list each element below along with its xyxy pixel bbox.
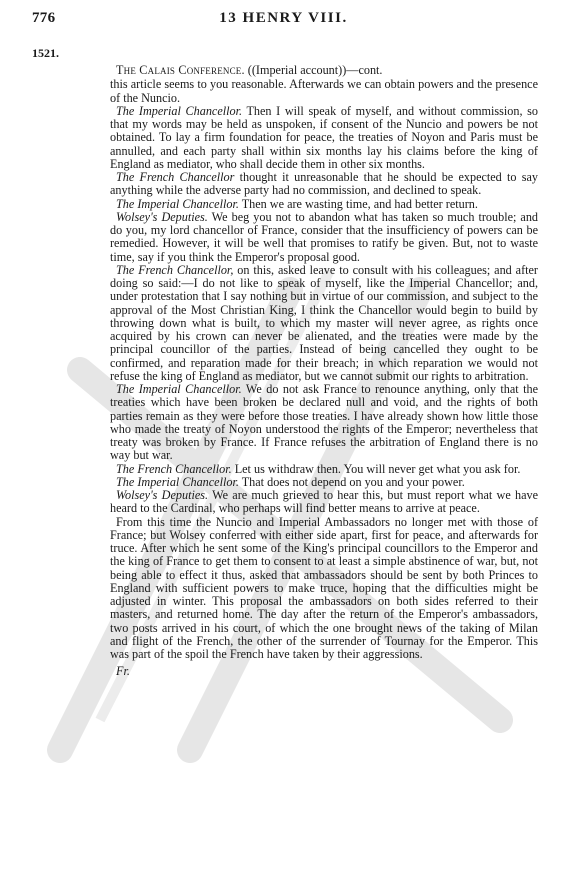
- speaker-name: Wolsey's Deputies.: [116, 209, 208, 224]
- speaker-name: The French Chancellor: [116, 170, 235, 184]
- paragraph: [110, 264, 538, 383]
- paragraph: [110, 489, 538, 516]
- paragraph-text: We do not ask France to renounce anything, only that the treaties which have been broken be declared null and void, and the rights of both parties remain as they were before those treaties. I have already shown how little those who made the treaty of Noyon understood the rights of the Emperor; nevertheless that treaty was broken by France. If France refuses the arbitration of England there is no way but war.: [110, 382, 538, 463]
- paragraph-text: That does not depend on you and your power.: [238, 474, 465, 489]
- paragraph: [110, 105, 538, 171]
- paragraph-text: We beg you not to abandon what has taken so much trouble; and do you, my lord chancellor of France, consider that the insufficiency of powers can be remedied. However, it will be well that promises to ratify be given. But, not to waste time, say if you think the Emperor's proposal good.: [110, 209, 539, 264]
- speaker-name: Wolsey's Deputies.: [116, 488, 209, 502]
- paragraph: [110, 78, 538, 105]
- paragraph-text: Then we are wasting time, and had better return.: [238, 196, 478, 211]
- speaker-name: The French Chancellor.: [116, 461, 232, 476]
- paragraph-text: thought it unreasonable that he should be expected to say anything while the adverse party had no commission, and declined to speak.: [110, 170, 538, 198]
- speaker-name: The Imperial Chancellor.: [116, 474, 239, 489]
- paragraph: [110, 171, 538, 198]
- paragraph-text: on this, asked leave to consult with his colleagues; and after doing so said:—I do not like to speak of myself, like the Imperial Chancellor; and, under protestation that I say nothing but in virtue of our commission, and subject to the approval of the Most Christian King, I think the Chancellor would begin to build by throwing down what is built, to which my master will never agree, as rights once acquired by his crown can never be alienated, and the treaties were made by the principal councillor of the parties. Instead of being cancelled they ought to be confirmed, and reparation made for their breach; in which reparation we would not refuse the king of England as mediator, but we cannot submit our rights to arbitration.: [110, 262, 538, 383]
- section-title-main: The Calais Conference.: [116, 63, 245, 77]
- paragraph-text: this article seems to you reasonable. Afterwards we can obtain powers and the presence of the Nuncio.: [110, 77, 538, 105]
- running-title: 13 HENRY VIII.: [219, 10, 348, 26]
- paragraph-text: We are much grieved to hear this, but must report what we have heard to the Cardinal, who perhaps will find better means to arrive at peace.: [110, 488, 539, 516]
- page-number: 776: [32, 10, 56, 26]
- paragraph: [110, 463, 538, 476]
- paragraph-text: Let us withdraw then. You will never get what you ask for.: [231, 461, 521, 476]
- paragraph: [110, 516, 538, 662]
- speaker-name: The French Chancellor,: [116, 262, 234, 277]
- paragraph-list: [110, 78, 538, 661]
- paragraph-text: From this time the Nuncio and Imperial Ambassadors no longer met with those of France; but Wolsey conferred with either side apart, first for peace, and afterwards for truce. After which he sent some of the King's principal councillors to the Emperor and the king of France to get them to consent to at least a simple abstinence of war, but, not being able to effect it thus, asked that ambassadors should be sent by both Princes to England with sufficient powers to make truce, hoping that the difficulties might be adjusted in winter. This proposal the ambassadors on both sides referred to their masters, and returned home. The day after the return of the Emperor's ambassadors, two posts arrived in his court, of which the one brought news of the taking of Milan and flight of the French, the other of the surrender of Tournay for the Emperor. This was part of the spoil the French have taken by their aggressions.: [110, 514, 538, 661]
- paragraph: [110, 211, 538, 264]
- paragraph: [110, 383, 538, 463]
- section-title: The Calais Conference. ((Imperial account))—cont.: [116, 63, 383, 77]
- speaker-name: The Imperial Chancellor.: [116, 196, 239, 211]
- page-header: [0, 10, 567, 32]
- section-title-qualifier: (Imperial account): [251, 63, 343, 77]
- paragraph: [110, 198, 538, 211]
- paragraph: [110, 476, 538, 489]
- catchword: Fr.: [116, 664, 130, 679]
- section-title-suffix: —cont.: [346, 63, 383, 77]
- speaker-name: The Imperial Chancellor.: [116, 103, 243, 118]
- speaker-name: The Imperial Chancellor.: [116, 382, 242, 396]
- margin-year: 1521.: [32, 46, 59, 60]
- document-body: [110, 64, 538, 679]
- paragraph-text: Then I will speak of myself, and without commission, so that my words may be held as unspoken, if consent of the Nuncio and powers be not obtained. To lay a firm foundation for peace, the treaties of Noyon and Paris must be annulled, and each party shall within six months lay his claims before the king of England as mediator, who shall decide them in other six months.: [110, 103, 538, 171]
